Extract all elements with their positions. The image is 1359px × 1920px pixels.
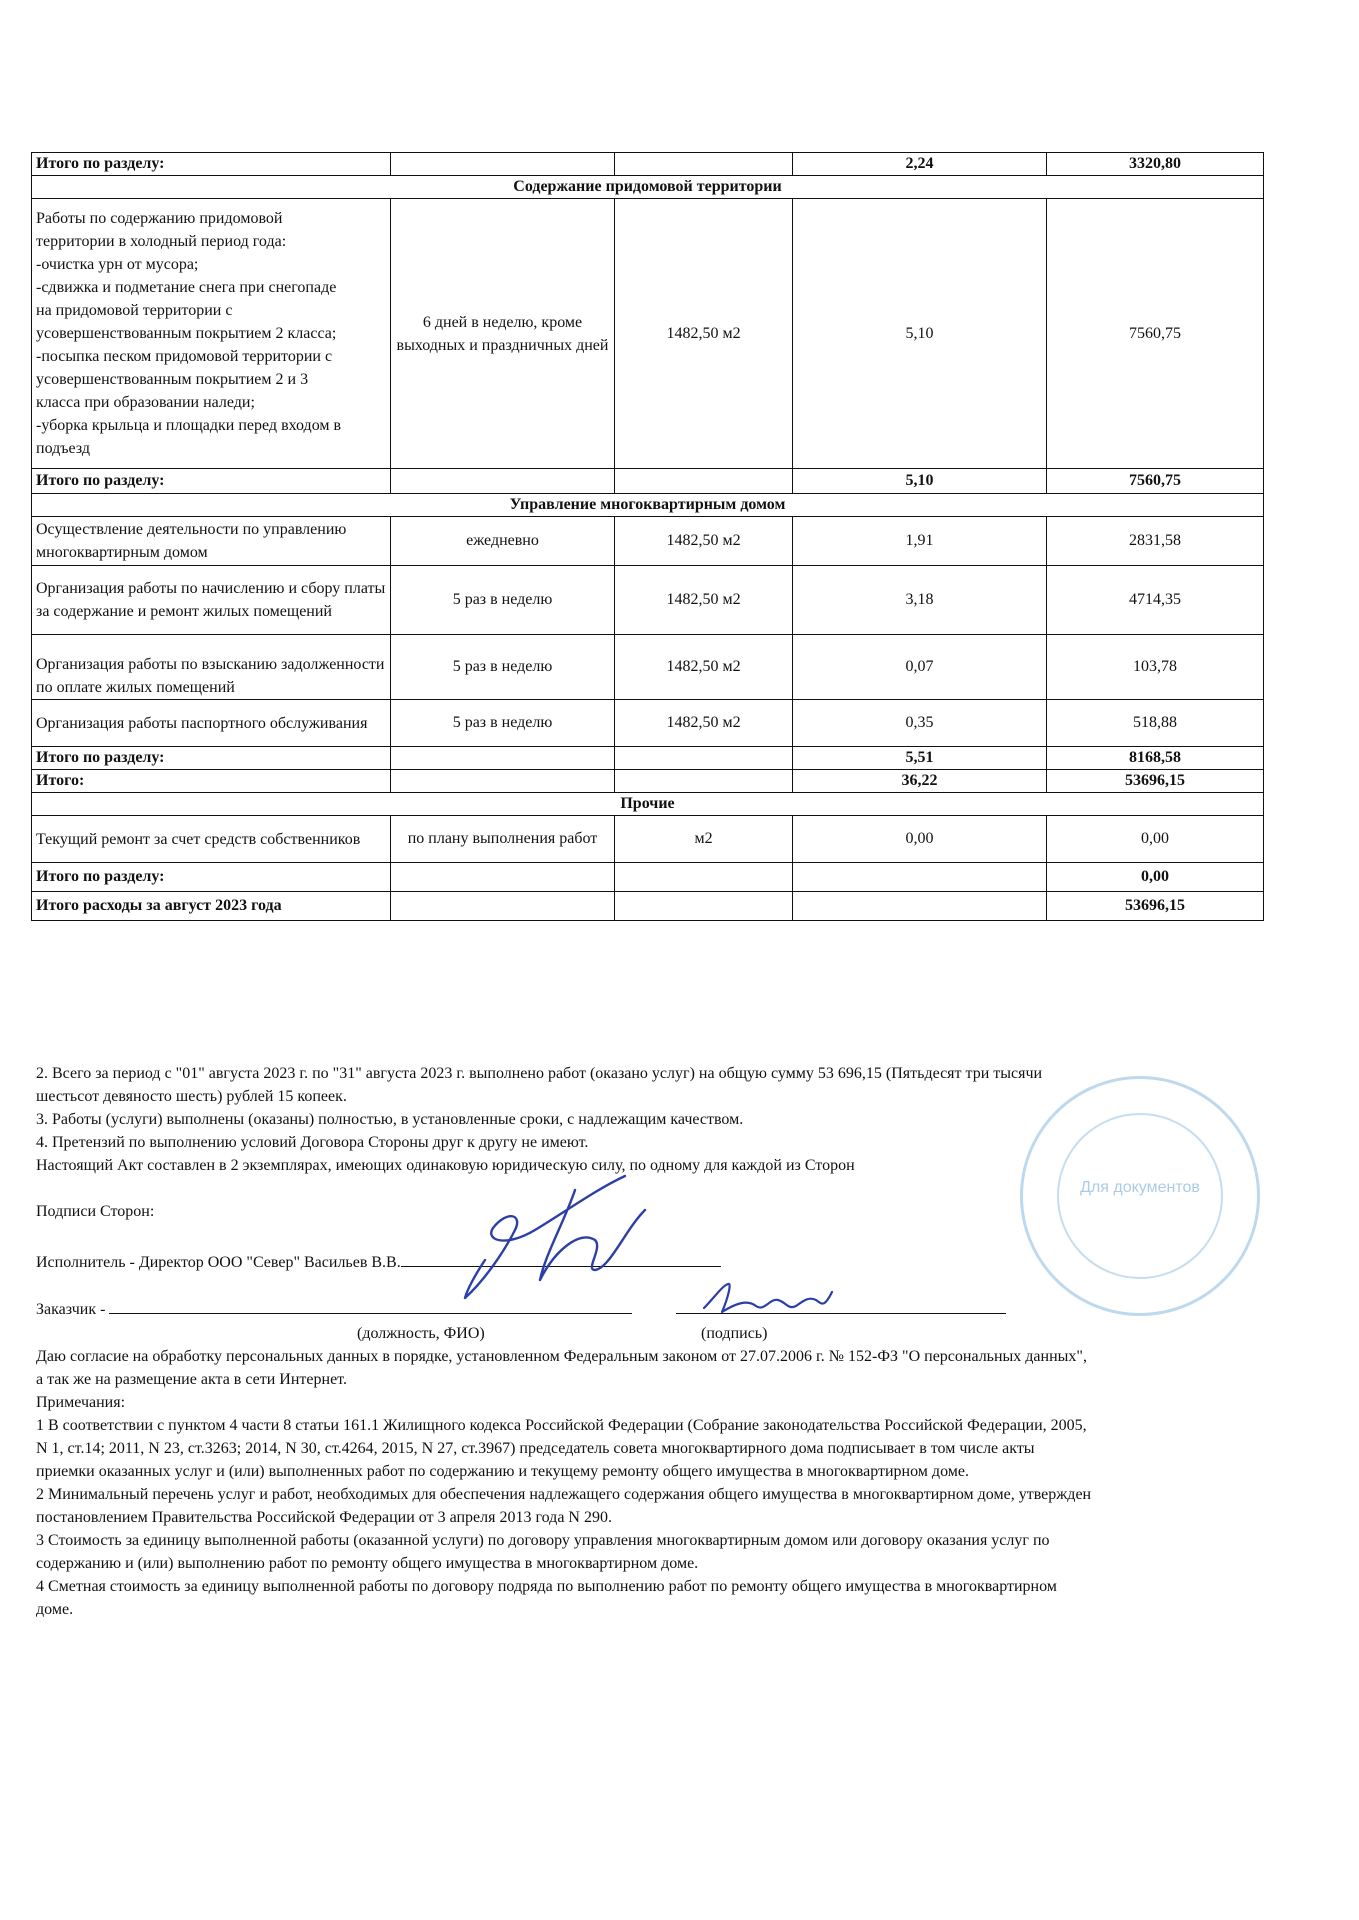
consent-and-notes	[36, 1345, 1266, 1621]
paragraph-5: Настоящий Акт составлен в 2 экземплярах, имеющих одинаковую юридическую силу, по одному для каждой из Сторон	[36, 1157, 855, 1174]
executor-label: Исполнитель - Директор ООО "Север" Васильев В.В.	[36, 1254, 401, 1271]
work-area: 1482,50 м2	[615, 199, 793, 469]
work-amount: 518,88	[1047, 700, 1264, 747]
table-row	[32, 566, 1264, 635]
total-rate: 5,51	[793, 747, 1047, 770]
consent-line-1: Даю согласие на обработку персональных данных в порядке, установленном Федеральным законом от 27.07.2006 г. № 152-ФЗ "О персональных данных",	[36, 1348, 1087, 1365]
note-1-line-2: N 1, ст.14; 2011, N 23, ст.3263; 2014, N 30, ст.4264, 2015, N 27, ст.3967) председатель совета многоквартирного дома подписывает в том числе акты	[36, 1440, 1035, 1457]
work-description: Осуществление деятельности по управлению многоквартирным домом	[32, 517, 391, 566]
note-2-line-2: постановлением Правительства Российской Федерации от 3 апреля 2013 года N 290.	[36, 1509, 612, 1526]
paragraph-2-line-1: 2. Всего за период с "01" августа 2023 г. по "31" августа 2023 г. выполнено работ (оказано услуг) на общую сумму 53 696,15 (Пятьдесят три тысячи	[36, 1065, 1043, 1082]
work-amount: 2831,58	[1047, 517, 1264, 566]
work-area: 1482,50 м2	[615, 566, 793, 635]
total-amount: 3320,80	[1047, 153, 1264, 176]
table-row	[32, 635, 1264, 700]
section-title: Управление многоквартирным домом	[32, 494, 1264, 517]
work-description: Организация работы по взысканию задолженности по оплате жилых помещений	[32, 635, 391, 700]
grand-total-row	[32, 770, 1264, 793]
customer-signature	[698, 1278, 838, 1322]
work-amount: 4714,35	[1047, 566, 1264, 635]
total-amount: 8168,58	[1047, 747, 1264, 770]
work-frequency: по плану выполнения работ	[391, 816, 615, 863]
work-description: Организация работы по начислению и сбору платы за содержание и ремонт жилых помещений	[32, 566, 391, 635]
total-amount: 7560,75	[1047, 469, 1264, 494]
total-rate: 2,24	[793, 153, 1047, 176]
section-total-row	[32, 153, 1264, 176]
notes-title: Примечания:	[36, 1394, 126, 1411]
note-4-line-1: 4 Сметная стоимость за единицу выполненной работы по договору подряда по выполнению работ по ремонту общего имущества в многоквартирном	[36, 1578, 1057, 1595]
total-label: Итого по разделу:	[32, 469, 391, 494]
total-rate: 5,10	[793, 469, 1047, 494]
consent-line-2: а так же на размещение акта в сети Интернет.	[36, 1371, 347, 1388]
work-rate: 0,00	[793, 816, 1047, 863]
work-amount: 103,78	[1047, 635, 1264, 700]
work-description: Организация работы паспортного обслуживания	[32, 700, 391, 747]
work-amount: 0,00	[1047, 816, 1264, 863]
paragraph-3: 3. Работы (услуги) выполнены (оказаны) полностью, в установленные сроки, с надлежащим качеством.	[36, 1111, 744, 1128]
work-area: 1482,50 м2	[615, 517, 793, 566]
caption-signature: (подпись)	[701, 1325, 768, 1342]
paragraph-4: 4. Претензий по выполнению условий Договора Стороны друг к другу не имеют.	[36, 1134, 589, 1151]
work-frequency: 5 раз в неделю	[391, 635, 615, 700]
total-label: Итого по разделу:	[32, 747, 391, 770]
work-area: 1482,50 м2	[615, 700, 793, 747]
total-amount: 0,00	[1047, 863, 1264, 892]
note-2-line-1: 2 Минимальный перечень услуг и работ, необходимых для обеспечения надлежащего содержания общего имущества в многоквартирном доме, утвержден	[36, 1486, 1092, 1503]
section-header	[32, 494, 1264, 517]
customer-label: Заказчик -	[36, 1301, 106, 1318]
work-description: Текущий ремонт за счет средств собственников	[32, 816, 391, 863]
final-total-row	[32, 892, 1264, 921]
section-title: Прочие	[32, 793, 1264, 816]
work-frequency: ежедневно	[391, 517, 615, 566]
section-header	[32, 176, 1264, 199]
note-1-line-3: приемки оказанных услуг и (или) выполненных работ по содержанию и текущему ремонту общего имущества в многоквартирном доме.	[36, 1463, 969, 1480]
work-frequency: 5 раз в неделю	[391, 566, 615, 635]
section-title: Содержание придомовой территории	[32, 176, 1264, 199]
table-row	[32, 199, 1264, 469]
caption-position: (должность, ФИО)	[357, 1325, 485, 1342]
work-amount: 7560,75	[1047, 199, 1264, 469]
total-amount: 53696,15	[1047, 892, 1264, 921]
services-table	[31, 152, 1264, 921]
note-3-line-1: 3 Стоимость за единицу выполненной работы (оказанной услуги) по договору управления многоквартирным домом или договору оказания услуг по	[36, 1532, 1050, 1549]
note-1-line-1: 1 В соответствии с пунктом 4 части 8 статьи 161.1 Жилищного кодекса Российской Федерации (Собрание законодательства Российской Федерации, 2005,	[36, 1417, 1087, 1434]
work-description: Работы по содержанию придомовой территории в холодный период года: -очистка урн от мусора; -сдвижка и подметание снега при снегопаде на придомовой территории с усовершенствованным покрытием 2 класса; -посыпка песком придомовой территории с усовершенствованным покрытием 2 и 3 класса при образовании наледи; -уборка крыльца и площадки перед входом в подъезд	[32, 199, 391, 469]
work-area: м2	[615, 816, 793, 863]
work-rate: 0,07	[793, 635, 1047, 700]
act-terms	[36, 1062, 1266, 1177]
work-rate: 3,18	[793, 566, 1047, 635]
total-label: Итого:	[32, 770, 391, 793]
table-row	[32, 517, 1264, 566]
total-amount: 53696,15	[1047, 770, 1264, 793]
total-label: Итого по разделу:	[32, 153, 391, 176]
stamp-text: Для документов	[1080, 1179, 1200, 1196]
work-area: 1482,50 м2	[615, 635, 793, 700]
work-rate: 1,91	[793, 517, 1047, 566]
section-total-row	[32, 469, 1264, 494]
work-rate: 5,10	[793, 199, 1047, 469]
work-frequency: 6 дней в неделю, кроме выходных и праздничных дней	[391, 199, 615, 469]
table-row	[32, 700, 1264, 747]
work-frequency: 5 раз в неделю	[391, 700, 615, 747]
paragraph-2-line-2: шестьсот девяносто шесть) рублей 15 копеек.	[36, 1088, 347, 1105]
signatures-title: Подписи Сторон:	[36, 1203, 155, 1220]
note-4-line-2: доме.	[36, 1601, 74, 1618]
section-header	[32, 793, 1264, 816]
total-rate: 36,22	[793, 770, 1047, 793]
table-row	[32, 816, 1264, 863]
work-rate: 0,35	[793, 700, 1047, 747]
note-3-line-2: содержанию и (или) выполнению работ по ремонту общего имущества в многоквартирном доме.	[36, 1555, 699, 1572]
total-label: Итого расходы за август 2023 года	[32, 892, 391, 921]
section-total-row	[32, 863, 1264, 892]
section-total-row	[32, 747, 1264, 770]
executor-signature	[445, 1170, 685, 1310]
total-label: Итого по разделу:	[32, 863, 391, 892]
